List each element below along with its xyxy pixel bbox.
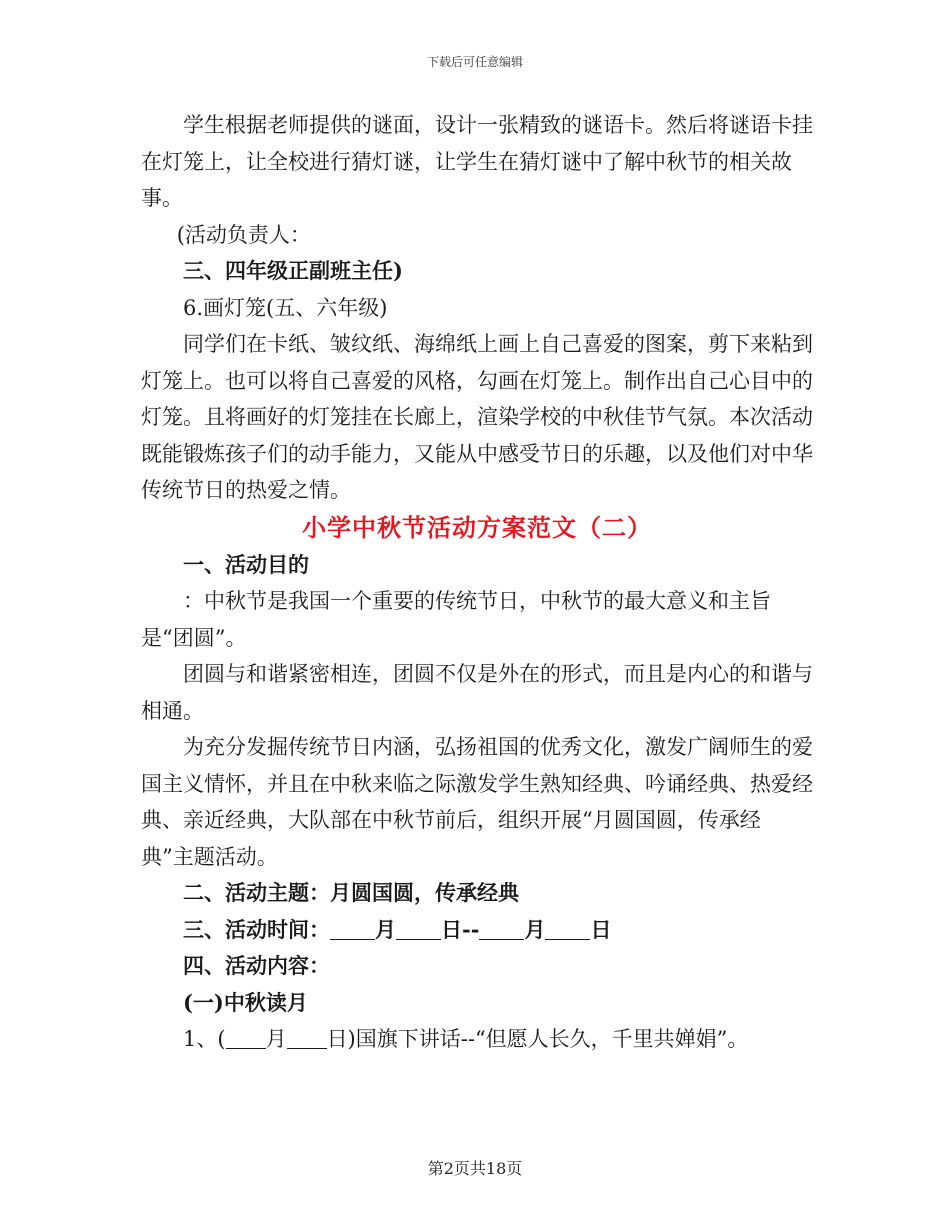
section-title: 小学中秋节活动方案范文（二）	[302, 512, 652, 542]
blank-line	[396, 917, 441, 940]
blank-line	[330, 917, 375, 940]
speech-text: 日)国旗下讲话--“但愿人长久，千里共婵娟”。	[326, 1027, 749, 1051]
paragraph-lantern-drawing: 同学们在卡纸、皱纹纸、海绵纸上画上自己喜爱的图案，剪下来粘到灯笼上。也可以将自己喜爱的风格，勾画在灯笼上。制作出自己心目中的灯笼。且将画好的灯笼挂在长廊上，渲染学校的中秋佳节气氛。本次活动既能锻炼孩子们的动手能力，又能从中感受节日的乐趣，以及他们对中华传统节日的热爱之情。	[141, 332, 813, 502]
blank-line	[287, 1026, 327, 1049]
list-prefix: 1、(	[183, 1027, 226, 1051]
blank-line	[479, 917, 524, 940]
month-text: 月	[265, 1027, 287, 1051]
heading-activity-theme: 二、活动主题：月圆国圆，传承经典	[183, 880, 519, 905]
paragraph-activity-owner: (活动负责人：	[176, 222, 311, 247]
paragraph-flag-speech	[141, 1021, 813, 1058]
day-text: 日	[590, 916, 612, 942]
page-footer: 第2页共18页	[427, 1159, 523, 1178]
month-text: 月	[524, 916, 546, 942]
heading-activity-time	[141, 912, 813, 949]
paragraph-harmony: 团圆与和谐紧密相连，团圆不仅是外在的形式，而且是内心的和谐与相通。	[141, 662, 813, 723]
paragraph-riddle-card: 学生根据老师提供的谜面，设计一张精致的谜语卡。然后将谜语卡挂在灯笼上，让全校进行猜灯谜，让学生在猜灯谜中了解中秋节的相关故事。	[141, 113, 813, 210]
document-body	[141, 107, 813, 1058]
blank-line	[226, 1026, 266, 1049]
day-text: 日--	[441, 916, 480, 942]
paragraph-culture: 为充分发掘传统节日内涵，弘扬祖国的优秀文化，激发广阔师生的爱国主义情怀，并且在中秋来临之际激发学生熟知经典、吟诵经典、热爱经典、亲近经典，大队部在中秋节前后，组织开展“月圆国圆，传承经典”主题活动。	[141, 735, 813, 869]
blank-line	[545, 917, 590, 940]
heading-read-moon: (一)中秋读月	[183, 989, 308, 1015]
heading-activity-content: 四、活动内容：	[183, 953, 330, 978]
activity-time-label: 三、活动时间：	[183, 916, 330, 942]
heading-draw-lantern: 6.画灯笼(五、六年级)	[183, 295, 388, 320]
heading-activity-purpose: 一、活动目的	[183, 551, 309, 577]
paragraph-teachers: 三、四年级正副班主任)	[183, 258, 403, 283]
paragraph-purpose: ：中秋节是我国一个重要的传统节日，中秋节的最大意义和主旨是“团圆”。	[141, 589, 771, 650]
month-text: 月	[375, 916, 396, 942]
page-header: 下载后可任意编辑	[426, 55, 523, 69]
